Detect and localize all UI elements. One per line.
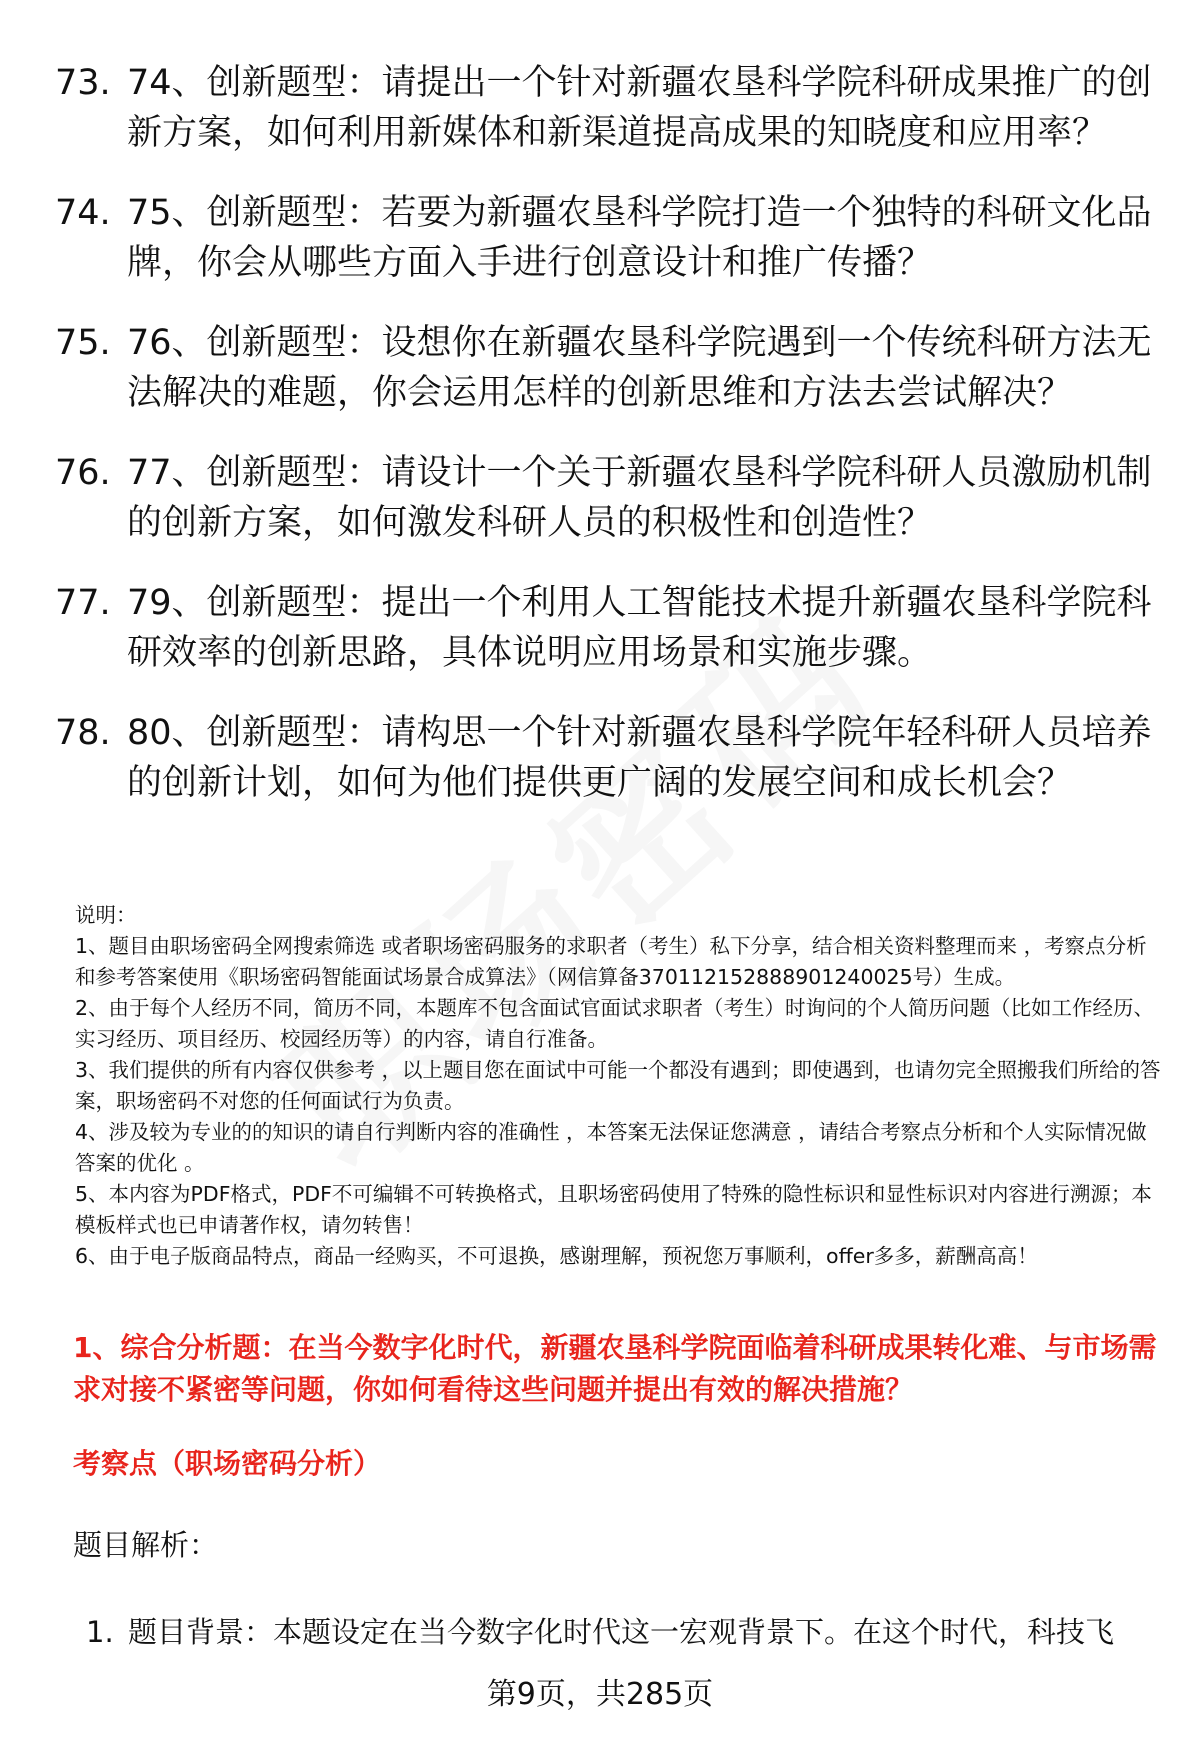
note-item: 4、涉及较为专业的的知识的请自行判断内容的准确性 ，本答案无法保证您满意 ，请结合考察点分析和个人实际情况做答案的优化 。 bbox=[75, 1120, 1147, 1175]
analysis-text: 题目背景：本题设定在当今数字化时代这一宏观背景下。在这个时代，科技飞 bbox=[128, 1615, 1115, 1649]
question-number: 78. bbox=[55, 713, 111, 753]
note-item: 3、我们提供的所有内容仅供参考 ，以上题目您在面试中可能一个都没有遇到；即使遇到，也请勿完全照搬我们所给的答案，职场密码不对您的任何面试行为负责。 bbox=[75, 1058, 1161, 1113]
question-text: 80、创新题型：请构思一个针对新疆农垦科学院年轻科研人员培养的创新计划，如何为他们提供更广阔的发展空间和成长机会？ bbox=[127, 713, 1152, 803]
note-item: 5、本内容为PDF格式，PDF不可编辑不可转换格式，且职场密码使用了特殊的隐性标识和显性标识对内容进行溯源；本模板样式也已申请著作权，请勿转售！ bbox=[75, 1182, 1152, 1237]
main-question: 1、综合分析题：在当今数字化时代，新疆农垦科学院面临着科研成果转化难、与市场需求对接不紧密等问题，你如何看待这些问题并提出有效的解决措施？ bbox=[73, 1331, 1157, 1406]
note-item: 1、题目由职场密码全网搜索筛选 或者职场密码服务的求职者（考生）私下分享，结合相关资料整理而来 ，考察点分析和参考答案使用《职场密码智能面试场景合成算法》（网信算备370112152888901240025号）生成。 bbox=[75, 934, 1147, 989]
exam-point-heading: 考察点（职场密码分析） bbox=[73, 1447, 382, 1480]
notes-title: 说明： bbox=[75, 903, 137, 927]
question-text: 76、创新题型：设想你在新疆农垦科学院遇到一个传统科研方法无法解决的难题，你会运用怎样的创新思维和方法去尝试解决？ bbox=[127, 323, 1152, 413]
note-item: 2、由于每个人经历不同，简历不同，本题库不包含面试官面试求职者（考生）时询问的个人简历问题（比如工作经历、实习经历、项目经历、校园经历等）的内容，请自行准备。 bbox=[75, 996, 1155, 1051]
note-item: 6、由于电子版商品特点，商品一经购买，不可退换，感谢理解，预祝您万事顺利，offer多多，薪酬高高！ bbox=[75, 1244, 1038, 1268]
list-item bbox=[55, 318, 1165, 418]
question-number: 75. bbox=[55, 323, 111, 363]
question-number: 76. bbox=[55, 453, 111, 493]
question-text: 75、创新题型：若要为新疆农垦科学院打造一个独特的科研文化品牌，你会从哪些方面入手进行创意设计和推广传播？ bbox=[127, 193, 1152, 283]
list-item bbox=[55, 188, 1165, 288]
question-number: 74. bbox=[55, 193, 111, 233]
question-text: 77、创新题型：请设计一个关于新疆农垦科学院科研人员激励机制的创新方案，如何激发科研人员的积极性和创造性？ bbox=[127, 453, 1152, 543]
question-number: 77. bbox=[55, 583, 111, 623]
question-list bbox=[55, 58, 1165, 838]
list-item bbox=[55, 708, 1165, 808]
question-text: 74、创新题型：请提出一个针对新疆农垦科学院科研成果推广的创新方案，如何利用新媒体和新渠道提高成果的知晓度和应用率？ bbox=[127, 63, 1152, 153]
question-number: 73. bbox=[55, 63, 111, 103]
analysis-item bbox=[86, 1611, 1166, 1653]
analysis-number: 1. bbox=[86, 1615, 114, 1649]
list-item bbox=[55, 448, 1165, 548]
list-item bbox=[55, 58, 1165, 158]
notes-section bbox=[75, 900, 1165, 1272]
page-footer: 第9页，共285页 bbox=[486, 1677, 714, 1712]
analysis-title: 题目解析： bbox=[73, 1528, 219, 1562]
question-text: 79、创新题型：提出一个利用人工智能技术提升新疆农垦科学院科研效率的创新思路，具体说明应用场景和实施步骤。 bbox=[127, 583, 1152, 673]
list-item bbox=[55, 578, 1165, 678]
